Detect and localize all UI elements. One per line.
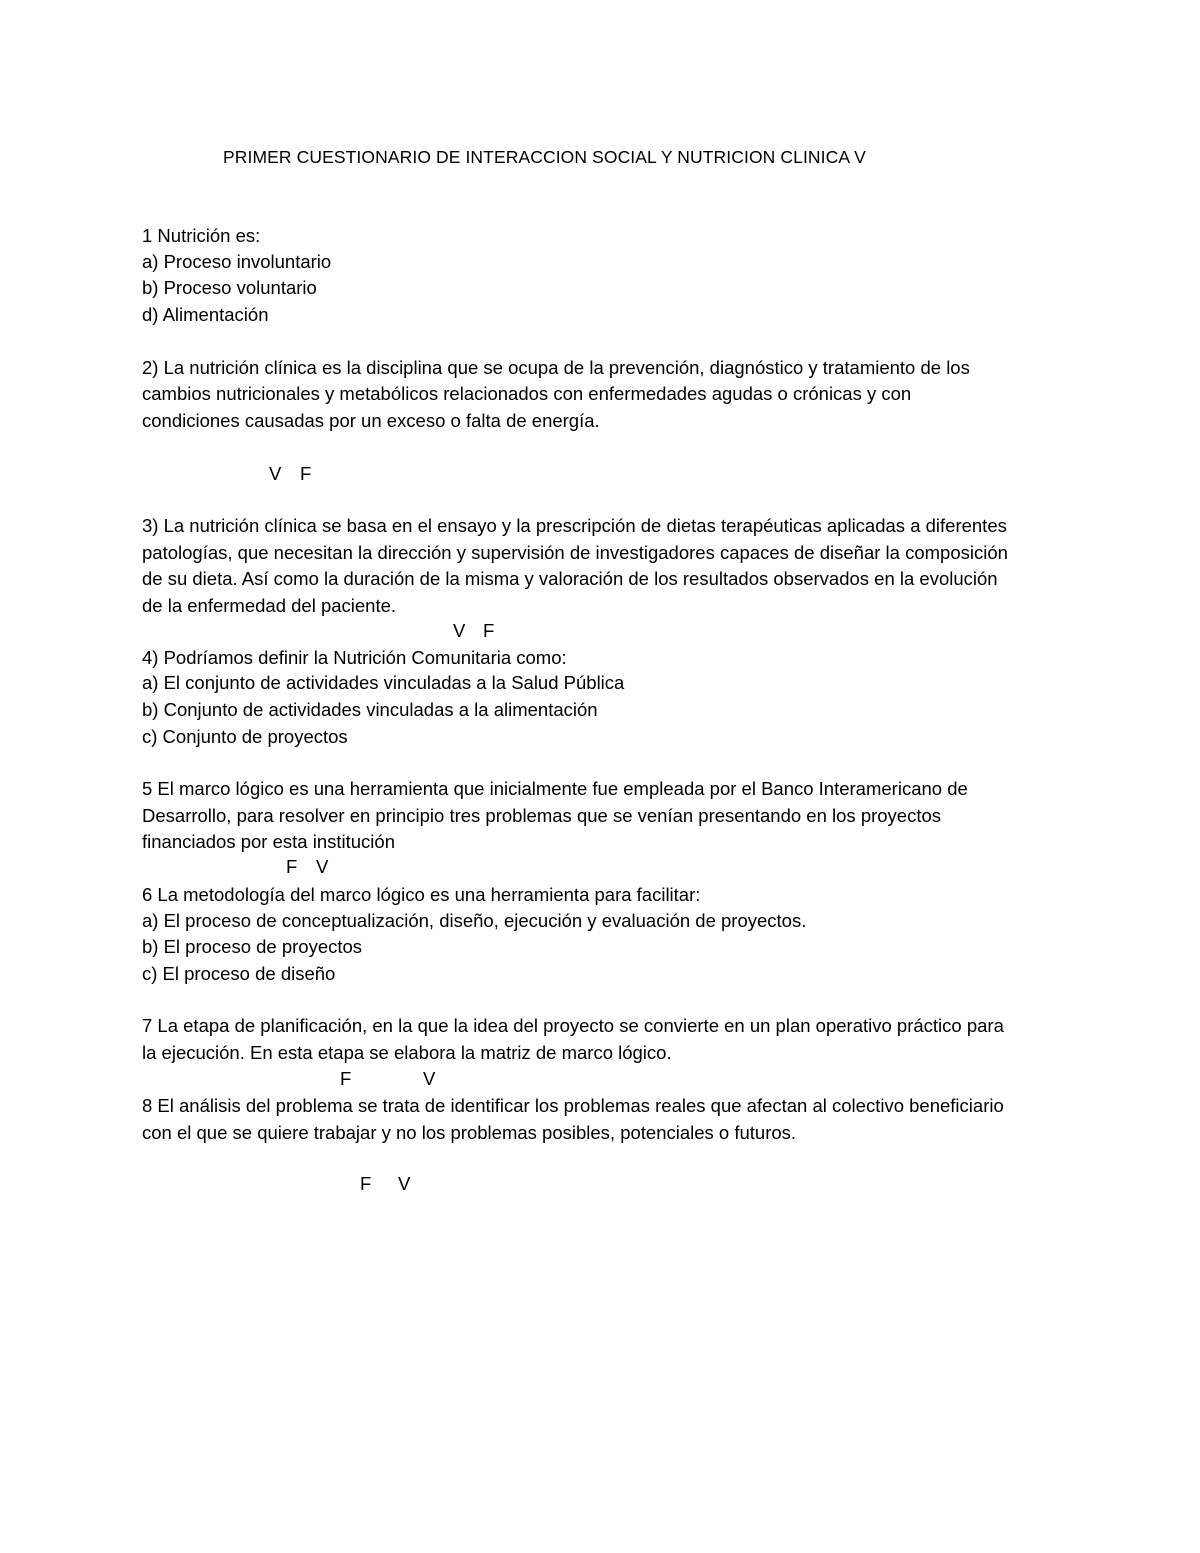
q8-line-1: 8 El análisis del problema se trata de identificar los problemas reales que afectan al colectivo beneficiario bbox=[142, 1095, 1004, 1116]
q2-answer-f: F bbox=[300, 463, 312, 484]
q6-option-b: b) El proceso de proyectos bbox=[142, 936, 363, 957]
q4-option-c: c) Conjunto de proyectos bbox=[142, 726, 348, 747]
q1-option-d: d) Alimentación bbox=[142, 304, 269, 325]
q8-answer-f: F bbox=[360, 1173, 372, 1194]
q7-answer-v: V bbox=[423, 1068, 436, 1089]
q5-line-1: 5 El marco lógico es una herramienta que inicialmente fue empleada por el Banco Interamericano de bbox=[142, 778, 968, 799]
q6-option-a: a) El proceso de conceptualización, diseño, ejecución y evaluación de proyectos. bbox=[142, 910, 807, 931]
q1-stem: 1 Nutrición es: bbox=[142, 225, 261, 246]
q6-stem: 6 La metodología del marco lógico es una herramienta para facilitar: bbox=[142, 884, 701, 905]
q7-line-2: la ejecución. En esta etapa se elabora la matriz de marco lógico. bbox=[142, 1042, 672, 1063]
q5-line-2: Desarrollo, para resolver en principio tres problemas que se venían presentando en los proyectos bbox=[142, 805, 942, 826]
q2-line-2: cambios nutricionales y metabólicos relacionados con enfermedades agudas o crónicas y con bbox=[142, 383, 912, 404]
q4-stem: 4) Podríamos definir la Nutrición Comunitaria como: bbox=[142, 647, 567, 668]
q3-line-1: 3) La nutrición clínica se basa en el ensayo y la prescripción de dietas terapéuticas aplicadas a diferentes bbox=[142, 515, 1007, 536]
q3-answer-f: F bbox=[483, 620, 495, 641]
q3-line-4: de la enfermedad del paciente. bbox=[142, 595, 397, 616]
q8-answer-v: V bbox=[398, 1173, 411, 1194]
q3-answer-v: V bbox=[453, 620, 466, 641]
q3-line-3: de su dieta. Así como la duración de la misma y valoración de los resultados observados en la evolución bbox=[142, 568, 998, 589]
q1-option-b: b) Proceso voluntario bbox=[142, 277, 317, 298]
q4-option-b: b) Conjunto de actividades vinculadas a la alimentación bbox=[142, 699, 598, 720]
q1-option-a: a) Proceso involuntario bbox=[142, 251, 332, 272]
q7-line-1: 7 La etapa de planificación, en la que la idea del proyecto se convierte en un plan operativo práctico para bbox=[142, 1015, 1004, 1036]
q7-answer-f: F bbox=[340, 1068, 352, 1089]
q2-line-1: 2) La nutrición clínica es la disciplina que se ocupa de la prevención, diagnóstico y tratamiento de los bbox=[142, 357, 970, 378]
q5-line-3: financiados por esta institución bbox=[142, 831, 395, 852]
q5-answer-v: V bbox=[316, 856, 329, 877]
q8-line-2: con el que se quiere trabajar y no los problemas posibles, potenciales o futuros. bbox=[142, 1122, 797, 1143]
q2-answer-v: V bbox=[269, 463, 282, 484]
q5-answer-f: F bbox=[286, 856, 298, 877]
q4-option-a: a) El conjunto de actividades vinculadas a la Salud Pública bbox=[142, 672, 625, 693]
q2-line-3: condiciones causadas por un exceso o falta de energía. bbox=[142, 410, 600, 431]
q6-option-c: c) El proceso de diseño bbox=[142, 963, 336, 984]
document-title: PRIMER CUESTIONARIO DE INTERACCION SOCIAL Y NUTRICION CLINICA V bbox=[223, 147, 866, 167]
q3-line-2: patologías, que necesitan la dirección y supervisión de investigadores capaces de diseñar la composición bbox=[142, 542, 1008, 563]
